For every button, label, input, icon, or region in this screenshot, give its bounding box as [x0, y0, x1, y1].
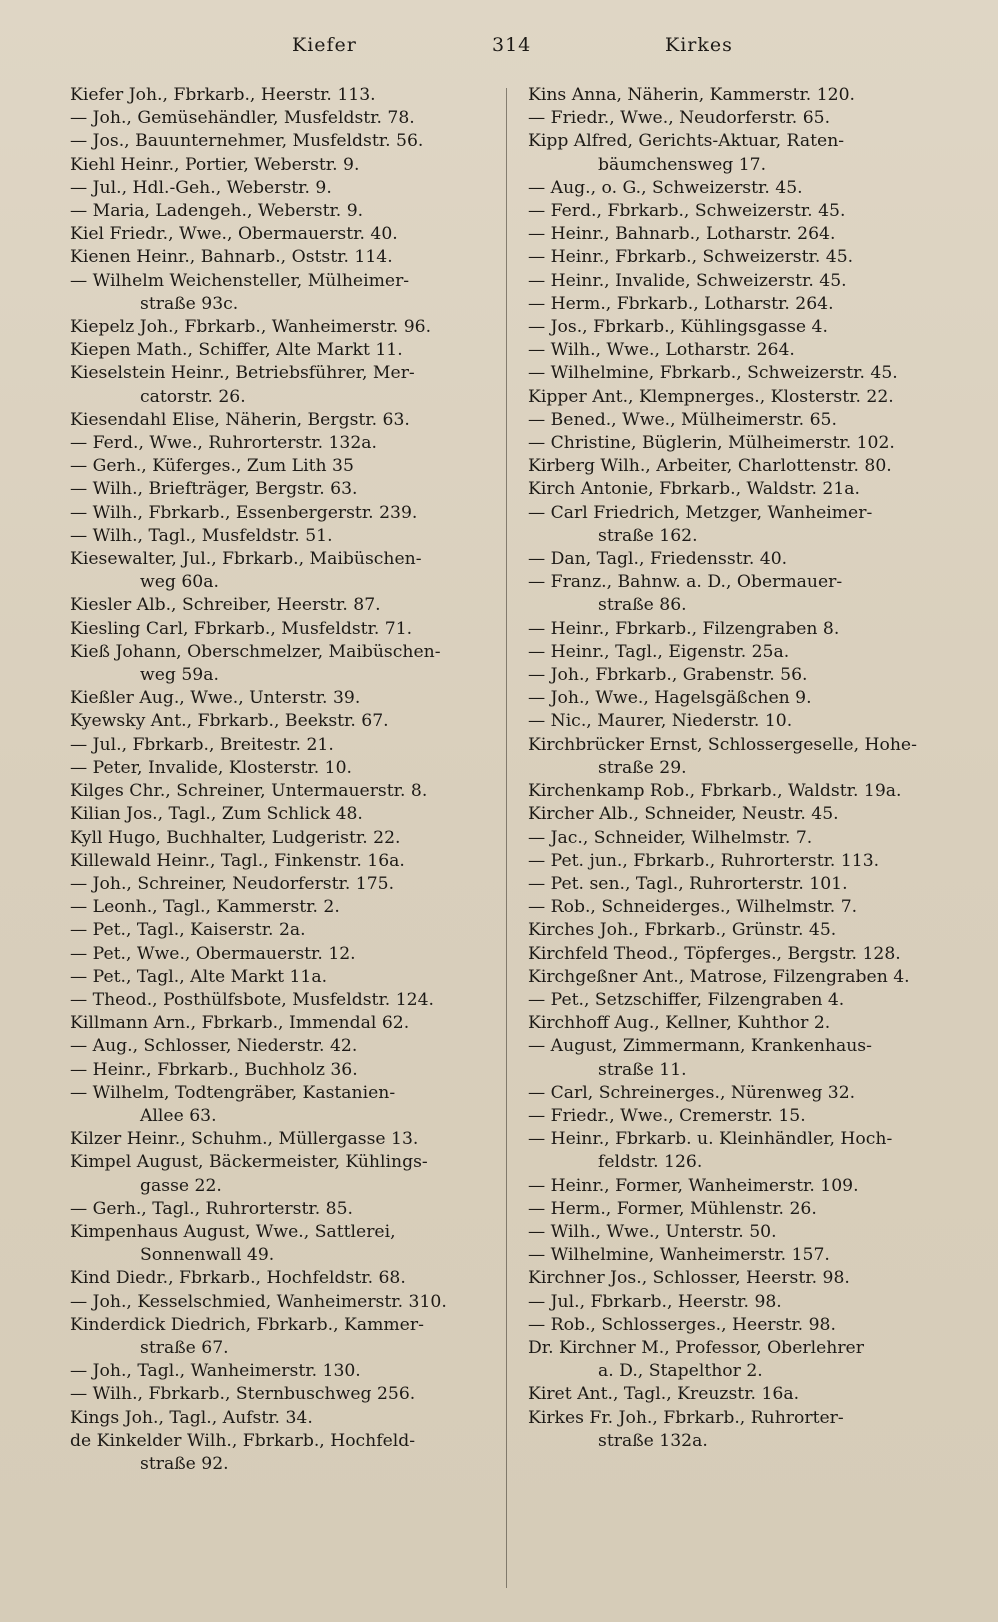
entry-text: Kimpel August, Bäckermeister, Kühlings-	[70, 1152, 428, 1173]
entry-text: — Wilh., Fbrkarb., Sternbuschweg 256.	[70, 1384, 416, 1405]
directory-entry	[70, 362, 495, 408]
entry-text: — Joh., Kesselschmied, Wanheimerstr. 310.	[70, 1291, 447, 1312]
entry-text: Kirchenkamp Rob., Fbrkarb., Waldstr. 19a.	[528, 781, 902, 802]
entry-text: — Pet. sen., Tagl., Ruhrorterstr. 101.	[528, 873, 848, 894]
entry-text: — Heinr., Fbrkarb., Buchholz 36.	[70, 1059, 358, 1080]
entry-text: — Ferd., Wwe., Ruhrorterstr. 132a.	[70, 433, 378, 454]
directory-entry	[528, 966, 955, 989]
entry-text: Kilges Chr., Schreiner, Untermauerstr. 8.	[70, 781, 428, 802]
entry-text: — Peter, Invalide, Klosterstr. 10.	[70, 757, 352, 778]
directory-entry	[70, 432, 495, 455]
entry-text: — Ferd., Fbrkarb., Schweizerstr. 45.	[528, 201, 846, 222]
entry-text: — Aug., o. G., Schweizerstr. 45.	[528, 177, 803, 198]
directory-entry	[70, 1291, 495, 1314]
entry-text: Kilian Jos., Tagl., Zum Schlick 48.	[70, 804, 363, 825]
directory-entry	[528, 780, 955, 803]
directory-entry	[528, 1035, 955, 1081]
directory-entry	[528, 850, 955, 873]
entry-text: — Wilhelmine, Fbrkarb., Schweizerstr. 45.	[528, 363, 898, 384]
entry-text: Kieß Johann, Oberschmelzer, Maibüschen-	[70, 641, 441, 662]
entry-continuation: gasse 22.	[140, 1175, 222, 1196]
entry-text: Killewald Heinr., Tagl., Finkenstr. 16a.	[70, 850, 405, 871]
entry-text: Kiepen Math., Schiffer, Alte Markt 11.	[70, 340, 403, 361]
directory-entry	[70, 757, 495, 780]
entry-text: Kyewsky Ant., Fbrkarb., Beekstr. 67.	[70, 711, 389, 732]
entry-text: Killmann Arn., Fbrkarb., Immendal 62.	[70, 1013, 410, 1034]
entry-text: — Pet., Setzschiffer, Filzengraben 4.	[528, 989, 845, 1010]
header-right-keyword: Kirkes	[665, 34, 733, 56]
entry-text: — Aug., Schlosser, Niederstr. 42.	[70, 1036, 358, 1057]
directory-entry	[70, 919, 495, 942]
entry-text: — Heinr., Former, Wanheimerstr. 109.	[528, 1175, 859, 1196]
entry-text: Kiesling Carl, Fbrkarb., Musfeldstr. 71.	[70, 618, 413, 639]
entry-continuation: weg 60a.	[140, 572, 219, 593]
directory-entry	[70, 84, 495, 107]
entry-text: — Herm., Fbrkarb., Lotharstr. 264.	[528, 293, 834, 314]
directory-entry	[70, 1059, 495, 1082]
entry-text: Kirchgeßner Ant., Matrose, Filzengraben 4.	[528, 966, 910, 987]
header-left-keyword: Kiefer	[292, 34, 357, 56]
directory-entry	[70, 107, 495, 130]
directory-entry	[528, 1244, 955, 1267]
entry-text: Kiehl Heinr., Portier, Weberstr. 9.	[70, 154, 360, 175]
entry-text: Kilzer Heinr., Schuhm., Müllergasse 13.	[70, 1129, 419, 1150]
entry-continuation: straße 67.	[140, 1337, 229, 1358]
directory-entry	[528, 803, 955, 826]
entry-text: — Maria, Ladengeh., Weberstr. 9.	[70, 201, 364, 222]
entry-text: Kirkes Fr. Joh., Fbrkarb., Ruhrorter-	[528, 1407, 844, 1428]
entry-text: — Gerh., Tagl., Ruhrorterstr. 85.	[70, 1198, 353, 1219]
directory-entry	[528, 409, 955, 432]
directory-entry	[528, 1105, 955, 1128]
directory-entry	[528, 1407, 955, 1453]
directory-entry	[70, 502, 495, 525]
directory-entry	[528, 200, 955, 223]
entry-text: — Rob., Schlosserges., Heerstr. 98.	[528, 1314, 836, 1335]
left-column	[70, 84, 495, 1476]
directory-entry	[528, 130, 955, 176]
entry-text: — Theod., Posthülfsbote, Musfeldstr. 124.	[70, 989, 434, 1010]
entry-text: — Jos., Bauunternehmer, Musfeldstr. 56.	[70, 131, 424, 152]
entry-text: Dr. Kirchner M., Professor, Oberlehrer	[528, 1337, 864, 1358]
entry-text: — Jul., Fbrkarb., Heerstr. 98.	[528, 1291, 782, 1312]
directory-entry	[528, 1383, 955, 1406]
directory-entry	[70, 478, 495, 501]
directory-entry	[70, 339, 495, 362]
entry-text: — Joh., Gemüsehändler, Musfeldstr. 78.	[70, 108, 415, 129]
entry-text: Kipp Alfred, Gerichts-Aktuar, Raten-	[528, 131, 845, 152]
directory-entry	[528, 664, 955, 687]
directory-entry	[528, 734, 955, 780]
directory-entry	[70, 827, 495, 850]
directory-entry	[528, 1128, 955, 1174]
directory-entry	[70, 525, 495, 548]
directory-entry	[70, 455, 495, 478]
directory-entry	[528, 641, 955, 664]
directory-entry	[528, 1221, 955, 1244]
directory-entry	[70, 594, 495, 617]
directory-entry	[528, 293, 955, 316]
entry-text: Kirberg Wilh., Arbeiter, Charlottenstr. 80.	[528, 456, 892, 477]
directory-entry	[70, 316, 495, 339]
entry-text: Kiret Ant., Tagl., Kreuzstr. 16a.	[528, 1384, 800, 1405]
entry-text: — Carl Friedrich, Metzger, Wanheimer-	[528, 502, 873, 523]
entry-text: Kircher Alb., Schneider, Neustr. 45.	[528, 804, 839, 825]
entry-text: Kimpenhaus August, Wwe., Sattlerei,	[70, 1221, 396, 1242]
directory-entry	[70, 154, 495, 177]
entry-text: — Friedr., Wwe., Neudorferstr. 65.	[528, 108, 831, 129]
directory-entry	[70, 1151, 495, 1197]
directory-entry	[70, 943, 495, 966]
right-column	[528, 84, 955, 1453]
directory-entry	[528, 896, 955, 919]
entry-text: — Wilh., Wwe., Lotharstr. 264.	[528, 340, 795, 361]
directory-entry	[528, 362, 955, 385]
entry-text: Kiel Friedr., Wwe., Obermauerstr. 40.	[70, 224, 398, 245]
directory-entry	[528, 107, 955, 130]
directory-entry	[70, 873, 495, 896]
directory-entry	[70, 1198, 495, 1221]
entry-text: de Kinkelder Wilh., Fbrkarb., Hochfeld-	[70, 1430, 416, 1451]
entry-text: — Wilh., Briefträger, Bergstr. 63.	[70, 479, 358, 500]
directory-entry	[70, 780, 495, 803]
entry-text: — August, Zimmermann, Krankenhaus-	[528, 1036, 872, 1057]
directory-entry	[528, 432, 955, 455]
directory-entry	[70, 641, 495, 687]
directory-entry	[70, 966, 495, 989]
entry-text: Kirches Joh., Fbrkarb., Grünstr. 45.	[528, 920, 837, 941]
entry-text: Kipper Ant., Klempnerges., Klosterstr. 22.	[528, 386, 894, 407]
entry-text: Kiepelz Joh., Fbrkarb., Wanheimerstr. 96.	[70, 317, 432, 338]
directory-entry	[70, 1314, 495, 1360]
directory-entry	[528, 1012, 955, 1035]
directory-entry	[70, 687, 495, 710]
directory-entry	[70, 1221, 495, 1267]
directory-entry	[70, 246, 495, 269]
directory-entry	[528, 1291, 955, 1314]
directory-entry	[70, 548, 495, 594]
entry-text: Kiefer Joh., Fbrkarb., Heerstr. 113.	[70, 85, 376, 105]
entry-text: — Wilhelm, Todtengräber, Kastanien-	[70, 1082, 396, 1103]
directory-entry	[70, 223, 495, 246]
directory-entry	[528, 223, 955, 246]
entry-text: — Joh., Tagl., Wanheimerstr. 130.	[70, 1361, 361, 1382]
entry-text: — Jul., Fbrkarb., Breitestr. 21.	[70, 734, 334, 755]
entry-text: — Wilh., Wwe., Unterstr. 50.	[528, 1221, 777, 1242]
entry-text: Kießler Aug., Wwe., Unterstr. 39.	[70, 688, 361, 709]
directory-entry	[70, 200, 495, 223]
entry-text: — Heinr., Fbrkarb., Filzengraben 8.	[528, 618, 840, 639]
entry-text: — Wilhelm Weichensteller, Mülheimer-	[70, 270, 410, 291]
directory-entry	[528, 548, 955, 571]
entry-text: Kirchbrücker Ernst, Schlossergeselle, Hohe-	[528, 734, 917, 755]
directory-entry	[528, 919, 955, 942]
entry-text: — Heinr., Fbrkarb. u. Kleinhändler, Hoch-	[528, 1129, 893, 1150]
directory-entry	[70, 1012, 495, 1035]
entry-continuation: bäumchensweg 17.	[598, 154, 767, 175]
directory-entry	[70, 850, 495, 873]
entry-text: — Friedr., Wwe., Cremerstr. 15.	[528, 1105, 806, 1126]
entry-text: Kiesendahl Elise, Näherin, Bergstr. 63.	[70, 409, 410, 430]
entry-text: — Carl, Schreinerges., Nürenweg 32.	[528, 1082, 856, 1103]
entry-text: Kings Joh., Tagl., Aufstr. 34.	[70, 1407, 313, 1428]
entry-continuation: straße 162.	[598, 525, 698, 546]
entry-text: — Franz., Bahnw. a. D., Obermauer-	[528, 572, 843, 593]
entry-text: Kyll Hugo, Buchhalter, Ludgeristr. 22.	[70, 827, 401, 848]
directory-entry	[528, 270, 955, 293]
entry-text: — Joh., Wwe., Hagelsgäßchen 9.	[528, 688, 812, 709]
entry-continuation: straße 86.	[598, 595, 687, 616]
directory-entry	[528, 873, 955, 896]
directory-entry	[70, 409, 495, 432]
entry-text: — Gerh., Küferges., Zum Lith 35	[70, 456, 354, 477]
entry-continuation: Allee 63.	[140, 1105, 217, 1126]
directory-entry	[528, 339, 955, 362]
entry-text: — Rob., Schneiderges., Wilhelmstr. 7.	[528, 897, 858, 918]
entry-continuation: a. D., Stapelthor 2.	[598, 1361, 763, 1382]
entry-text: Kins Anna, Näherin, Kammerstr. 120.	[528, 85, 855, 105]
entry-text: — Wilhelmine, Wanheimerstr. 157.	[528, 1245, 830, 1266]
directory-entry	[70, 710, 495, 733]
directory-entry	[528, 571, 955, 617]
entry-text: — Wilh., Tagl., Musfeldstr. 51.	[70, 525, 333, 546]
directory-entry	[528, 84, 955, 107]
column-divider	[506, 88, 507, 1588]
entry-text: — Joh., Fbrkarb., Grabenstr. 56.	[528, 665, 808, 686]
directory-entry	[528, 687, 955, 710]
entry-text: — Heinr., Bahnarb., Lotharstr. 264.	[528, 224, 836, 245]
entry-text: Kinderdick Diedrich, Fbrkarb., Kammer-	[70, 1314, 424, 1335]
entry-continuation: straße 92.	[140, 1453, 229, 1474]
directory-entry	[528, 478, 955, 501]
entry-text: Kirchfeld Theod., Töpferges., Bergstr. 128.	[528, 943, 901, 964]
entry-text: — Nic., Maurer, Niederstr. 10.	[528, 711, 793, 732]
entry-continuation: feldstr. 126.	[598, 1152, 703, 1173]
entry-text: — Christine, Büglerin, Mülheimerstr. 102.	[528, 433, 895, 454]
entry-continuation: catorstr. 26.	[140, 386, 246, 407]
entry-text: — Wilh., Fbrkarb., Essenbergerstr. 239.	[70, 502, 418, 523]
entry-text: Kienen Heinr., Bahnarb., Oststr. 114.	[70, 247, 393, 268]
entry-text: — Heinr., Fbrkarb., Schweizerstr. 45.	[528, 247, 854, 268]
directory-entry	[528, 1198, 955, 1221]
entry-continuation: straße 11.	[598, 1059, 687, 1080]
directory-entry	[70, 803, 495, 826]
directory-entry	[70, 1360, 495, 1383]
directory-entry	[70, 1407, 495, 1430]
directory-entry	[528, 943, 955, 966]
entry-text: — Heinr., Tagl., Eigenstr. 25a.	[528, 641, 790, 662]
entry-text: — Herm., Former, Mühlenstr. 26.	[528, 1198, 817, 1219]
directory-entry	[70, 270, 495, 316]
directory-entry	[70, 1128, 495, 1151]
directory-entry	[70, 1082, 495, 1128]
directory-entry	[70, 618, 495, 641]
directory-entry	[528, 1082, 955, 1105]
directory-entry	[528, 618, 955, 641]
directory-entry	[528, 1175, 955, 1198]
page-number: 314	[492, 34, 532, 56]
directory-entry	[528, 246, 955, 269]
entry-text: — Joh., Schreiner, Neudorferstr. 175.	[70, 873, 395, 894]
entry-text: Kirchner Jos., Schlosser, Heerstr. 98.	[528, 1268, 850, 1289]
entry-text: — Jac., Schneider, Wilhelmstr. 7.	[528, 827, 813, 848]
page-header	[0, 34, 998, 64]
entry-text: — Heinr., Invalide, Schweizerstr. 45.	[528, 270, 847, 291]
entry-text: — Pet., Tagl., Alte Markt 11a.	[70, 966, 328, 987]
directory-entry	[70, 1035, 495, 1058]
entry-text: — Leonh., Tagl., Kammerstr. 2.	[70, 897, 340, 918]
entry-text: Kiesewalter, Jul., Fbrkarb., Maibüschen-	[70, 549, 422, 570]
entry-continuation: Sonnenwall 49.	[140, 1245, 275, 1266]
entry-text: — Pet., Tagl., Kaiserstr. 2a.	[70, 920, 306, 941]
entry-continuation: straße 132a.	[598, 1430, 708, 1451]
entry-text: — Jul., Hdl.-Geh., Weberstr. 9.	[70, 177, 332, 198]
directory-entry	[528, 1337, 955, 1383]
entry-text: — Jos., Fbrkarb., Kühlingsgasse 4.	[528, 317, 828, 338]
entry-text: Kieselstein Heinr., Betriebsführer, Mer-	[70, 363, 415, 384]
entry-text: Kiesler Alb., Schreiber, Heerstr. 87.	[70, 595, 381, 616]
directory-entry	[528, 316, 955, 339]
directory-entry	[70, 1383, 495, 1406]
directory-entry	[70, 177, 495, 200]
directory-entry	[528, 1314, 955, 1337]
directory-entry	[70, 734, 495, 757]
directory-entry	[528, 502, 955, 548]
directory-entry	[70, 1267, 495, 1290]
directory-entry	[528, 1267, 955, 1290]
entry-text: Kirchhoff Aug., Kellner, Kuhthor 2.	[528, 1013, 831, 1034]
directory-entry	[70, 989, 495, 1012]
entry-continuation: straße 29.	[598, 757, 687, 778]
entry-text: Kirch Antonie, Fbrkarb., Waldstr. 21a.	[528, 479, 861, 500]
directory-entry	[528, 989, 955, 1012]
directory-entry	[528, 827, 955, 850]
entry-continuation: straße 93c.	[140, 293, 239, 314]
entry-text: — Dan, Tagl., Friedensstr. 40.	[528, 549, 788, 570]
directory-entry	[528, 386, 955, 409]
directory-entry	[528, 177, 955, 200]
entry-text: Kind Diedr., Fbrkarb., Hochfeldstr. 68.	[70, 1268, 406, 1289]
directory-entry	[70, 130, 495, 153]
directory-entry	[528, 710, 955, 733]
entry-text: — Pet. jun., Fbrkarb., Ruhrorterstr. 113.	[528, 850, 880, 871]
directory-entry	[70, 896, 495, 919]
entry-text: — Bened., Wwe., Mülheimerstr. 65.	[528, 409, 837, 430]
entry-continuation: weg 59a.	[140, 665, 219, 686]
entry-text: — Pet., Wwe., Obermauerstr. 12.	[70, 943, 356, 964]
directory-entry	[528, 455, 955, 478]
directory-entry	[70, 1430, 495, 1476]
